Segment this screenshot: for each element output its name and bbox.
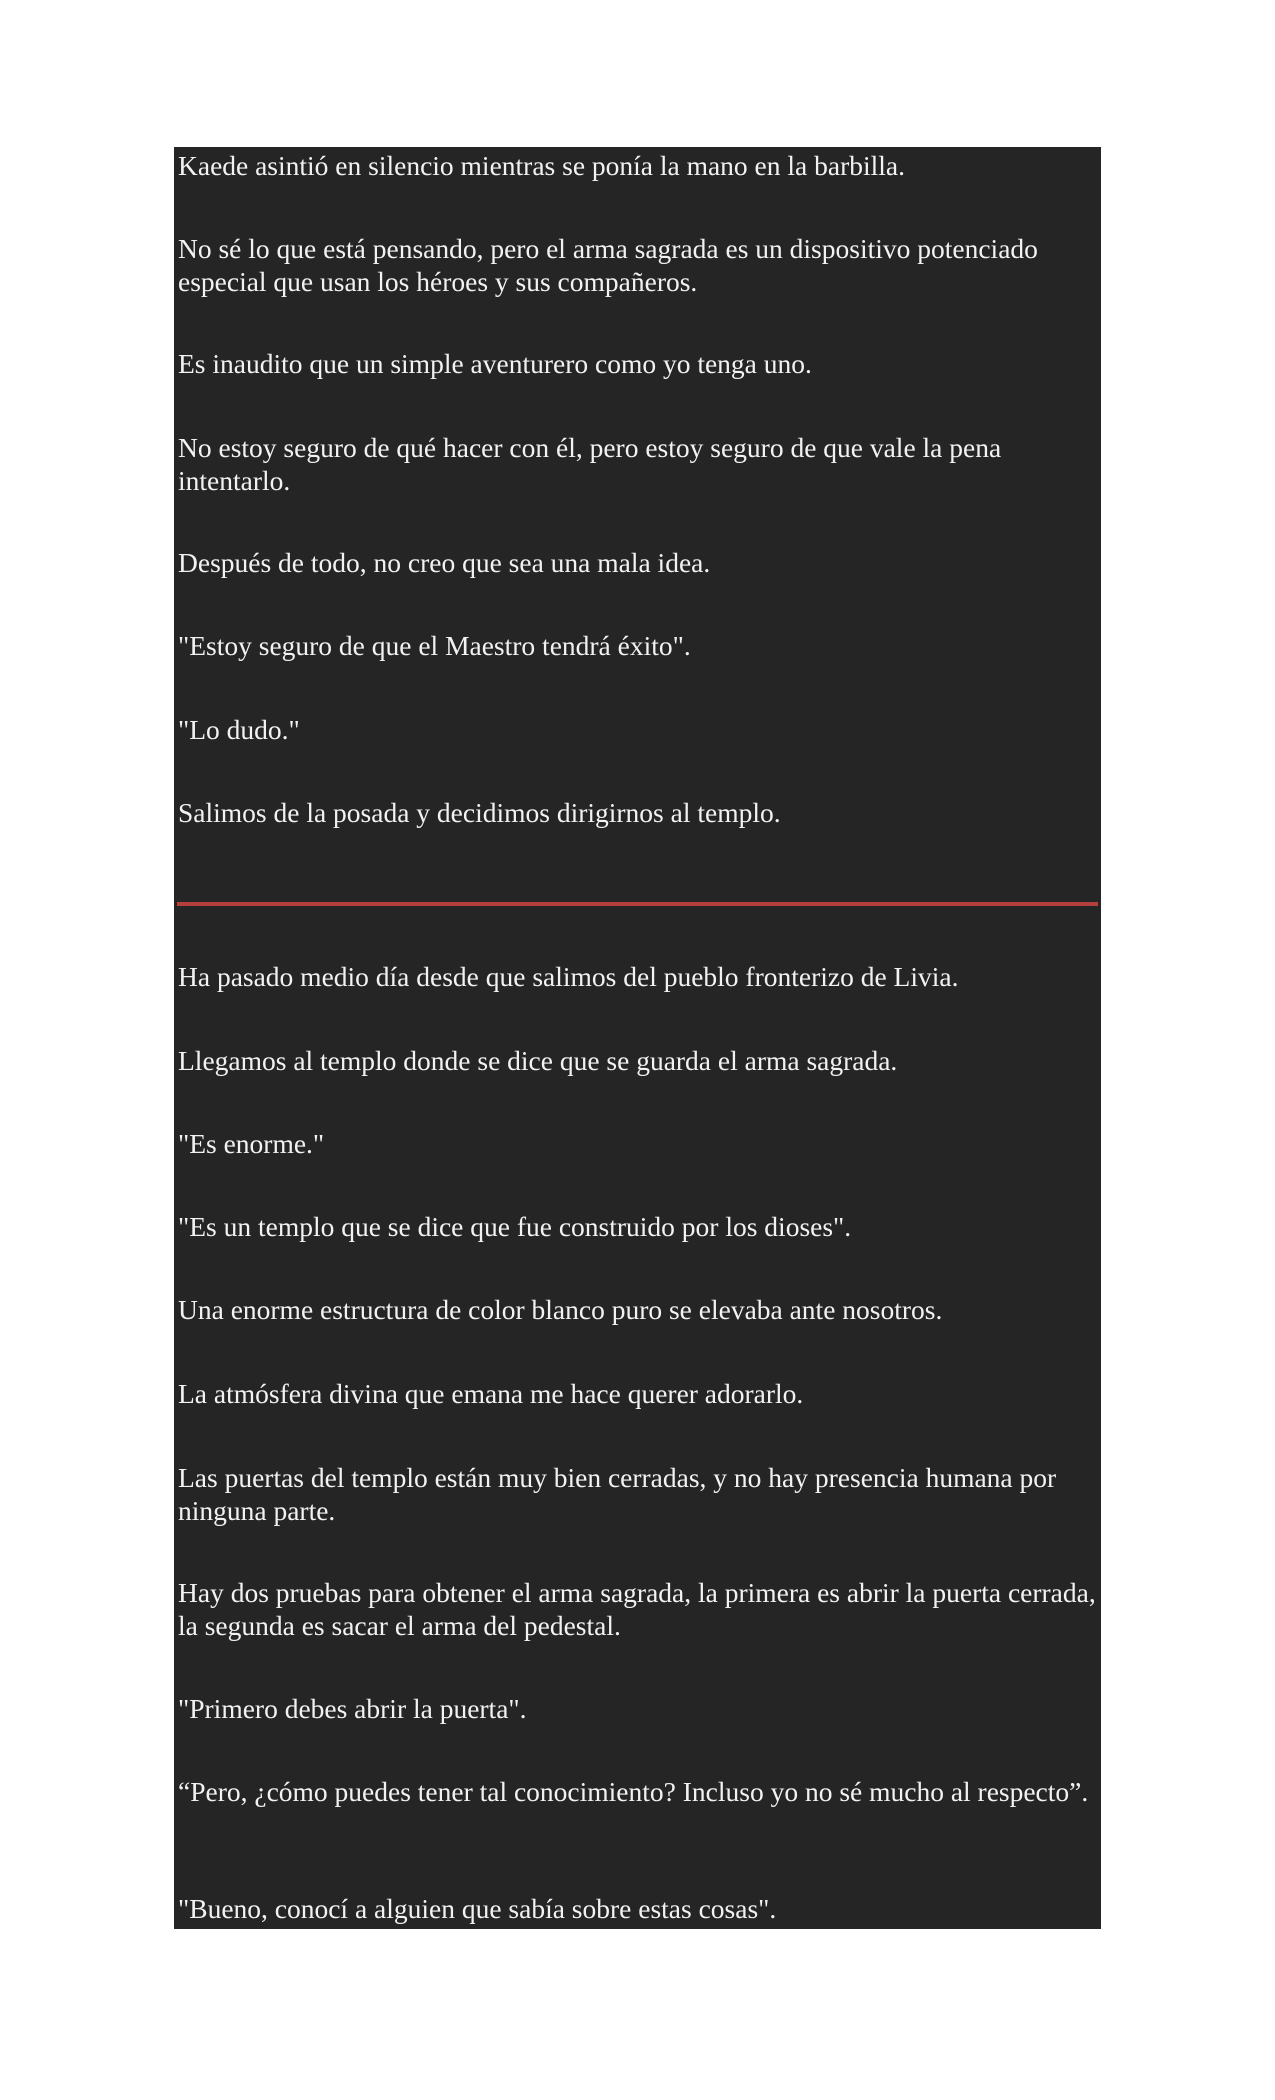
paragraph: Llegamos al templo donde se dice que se guarda el arma sagrada. bbox=[178, 1045, 898, 1076]
paragraph: No estoy seguro de qué hacer con él, pero estoy seguro de que vale la pena intentarlo. bbox=[178, 432, 1002, 496]
paragraph: "Es un templo que se dice que fue construido por los dioses". bbox=[178, 1211, 852, 1242]
paragraph: Kaede asintió en silencio mientras se ponía la mano en la barbilla. bbox=[178, 150, 905, 181]
paragraph: "Lo dudo." bbox=[178, 714, 300, 745]
paragraph: Hay dos pruebas para obtener el arma sagrada, la primera es abrir la puerta cerrada, la segunda es sacar el arma del pedestal. bbox=[178, 1577, 1096, 1641]
paragraph: No sé lo que está pensando, pero el arma sagrada es un dispositivo potenciado especial que usan los héroes y sus compañeros. bbox=[178, 233, 1038, 297]
paragraph: Una enorme estructura de color blanco puro se elevaba ante nosotros. bbox=[178, 1294, 943, 1325]
paragraph: "Es enorme." bbox=[178, 1128, 325, 1159]
section-divider bbox=[177, 902, 1098, 906]
paragraph: Las puertas del templo están muy bien cerradas, y no hay presencia humana por ninguna parte. bbox=[178, 1462, 1057, 1526]
paragraph: Ha pasado medio día desde que salimos del pueblo fronterizo de Livia. bbox=[178, 961, 959, 992]
paragraph: "Primero debes abrir la puerta". bbox=[178, 1693, 527, 1724]
paragraph: Después de todo, no creo que sea una mala idea. bbox=[178, 547, 711, 578]
paragraph: "Bueno, conocí a alguien que sabía sobre estas cosas". bbox=[178, 1893, 777, 1924]
paragraph: La atmósfera divina que emana me hace querer adorarlo. bbox=[178, 1378, 804, 1409]
paragraph: "Estoy seguro de que el Maestro tendrá éxito". bbox=[178, 630, 691, 661]
paragraph: Es inaudito que un simple aventurero como yo tenga uno. bbox=[178, 348, 812, 379]
paragraph: Salimos de la posada y decidimos dirigirnos al templo. bbox=[178, 797, 781, 828]
text-panel bbox=[174, 147, 1101, 1929]
paragraph: “Pero, ¿cómo puedes tener tal conocimiento? Incluso yo no sé mucho al respecto”. bbox=[178, 1776, 1089, 1807]
